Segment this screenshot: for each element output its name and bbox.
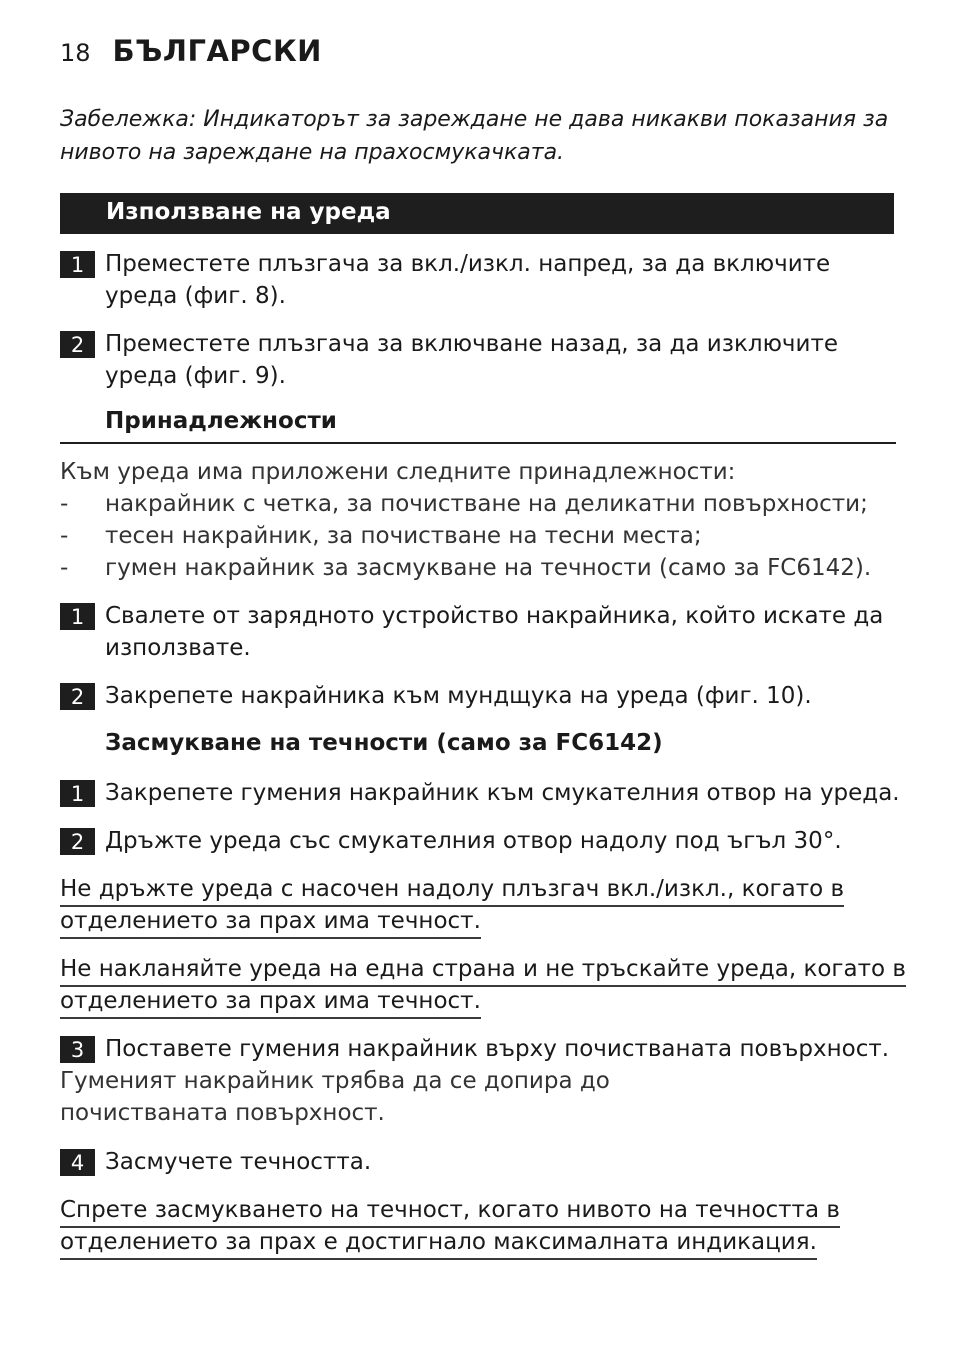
step-text: Свалете от зарядното устройство накрайника, който искате да използвате.	[105, 603, 884, 661]
liquid-step-3	[60, 1033, 900, 1065]
step-number: 2	[60, 683, 95, 710]
step-text: Засмучете течността.	[105, 1149, 372, 1175]
step-text: Закрепете накрайника към мундщука на уреда (фиг. 10).	[105, 683, 812, 709]
step-number: 1	[60, 780, 95, 807]
step-text: Преместете плъзгача за включване назад, за да изключите уреда (фиг. 9).	[105, 331, 839, 389]
warning-3-line-1: Спрете засмукването на течност, когато нивото на течността в	[60, 1194, 840, 1228]
accessories-intro: Към уреда има приложени следните принадлежности:	[60, 459, 736, 485]
step-number: 2	[60, 331, 95, 358]
accessory-step-2	[60, 680, 900, 712]
step-number: 2	[60, 828, 95, 855]
usage-step-2	[60, 328, 900, 392]
bullet-dash: -	[60, 491, 69, 517]
page-number: 18	[60, 39, 91, 67]
accessory-step-1	[60, 600, 900, 664]
warning-2-line-2: отделението за прах има течност.	[60, 985, 481, 1019]
accessory-text: гумен накрайник за засмукване на течности (само за FC6142).	[105, 555, 872, 581]
liquids-heading: Засмукване на течности (само за FC6142)	[105, 730, 663, 756]
step-number: 4	[60, 1149, 95, 1176]
section-title: Използване на уреда	[106, 199, 391, 225]
step-text: Преместете плъзгача за вкл./изкл. напред, за да включите уреда (фиг. 8).	[105, 251, 831, 309]
warning-1-line-2: отделението за прах има течност.	[60, 905, 481, 939]
accessory-item	[60, 488, 900, 520]
step-number: 1	[60, 251, 95, 278]
step-number: 1	[60, 603, 95, 630]
liquid-step-1	[60, 777, 900, 809]
warning-3-line-2: отделението за прах е достигнало максималната индикация.	[60, 1226, 817, 1260]
charging-note: Забележка: Индикаторът за зареждане не дава никакви показания за нивото на зареждане на прахосмукачката.	[60, 107, 889, 165]
page-header	[60, 34, 322, 68]
bullet-dash: -	[60, 523, 69, 549]
accessories-heading: Принадлежности	[105, 408, 337, 434]
warning-1-line-1: Не дръжте уреда с насочен надолу плъзгач вкл./изкл., когато в	[60, 873, 844, 907]
accessory-text: тесен накрайник, за почистване на тесни места;	[105, 523, 702, 549]
bullet-dash: -	[60, 555, 69, 581]
usage-step-1	[60, 248, 900, 312]
step-text: Дръжте уреда със смукателния отвор надолу под ъгъл 30°.	[105, 828, 842, 854]
accessories-rule	[60, 442, 896, 444]
step-number: 3	[60, 1036, 95, 1063]
language-title: БЪЛГАРСКИ	[112, 34, 322, 68]
step-text: Поставете гумения накрайник върху почистваната повърхност.	[105, 1036, 890, 1062]
liquid-step-2	[60, 825, 900, 857]
step-3-detail: Гуменият накрайник трябва да се допира до почистваната повърхност.	[60, 1068, 610, 1126]
step-text: Закрепете гумения накрайник към смукателния отвор на уреда.	[105, 780, 900, 806]
section-bar	[60, 193, 894, 234]
accessory-item	[60, 520, 900, 552]
accessory-text: накрайник с четка, за почистване на деликатни повърхности;	[105, 491, 868, 517]
warning-2-line-1: Не накланяйте уреда на една страна и не тръскайте уреда, когато в	[60, 953, 906, 987]
liquid-step-4	[60, 1146, 900, 1178]
accessory-item	[60, 552, 900, 584]
